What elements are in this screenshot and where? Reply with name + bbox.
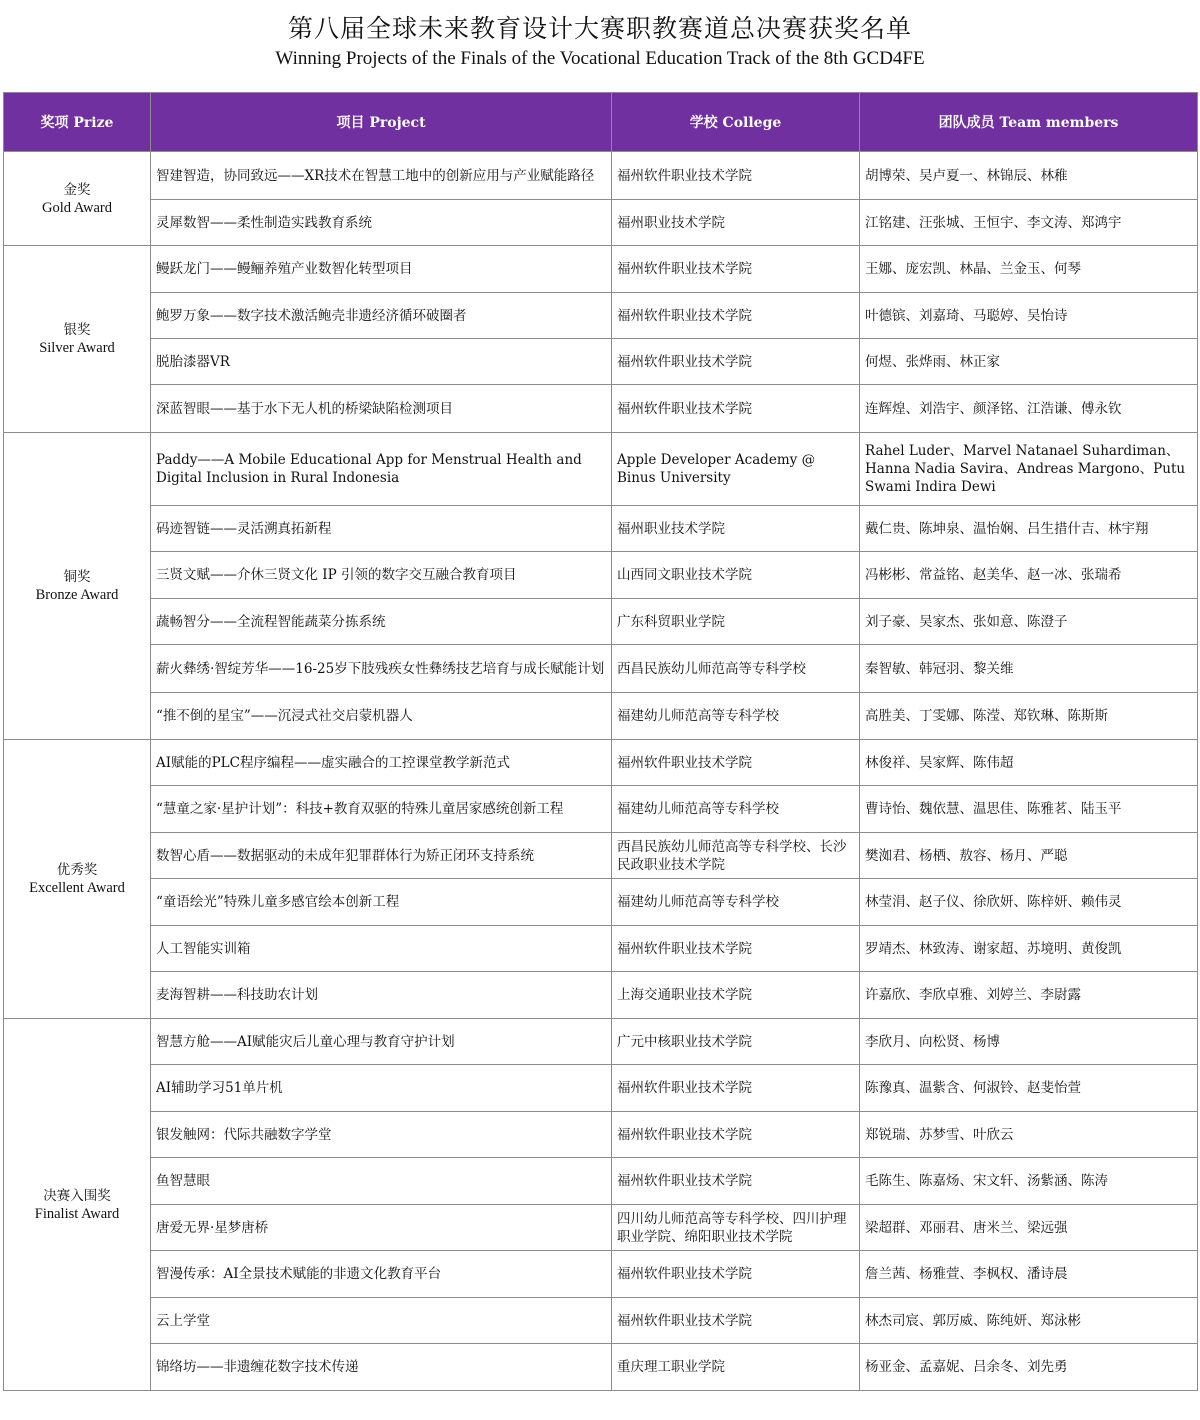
project-cell: 银发触网：代际共融数字学堂 [151, 1112, 612, 1158]
college-cell: 福州软件职业技术学院 [612, 740, 860, 786]
members-cell: 陈豫真、温紫含、何淑铃、赵斐怡萱 [860, 1065, 1198, 1112]
table-row [4, 1205, 1198, 1251]
table-row [4, 1251, 1198, 1298]
table-row [4, 645, 1198, 693]
table-row [4, 972, 1198, 1019]
college-cell: 福州软件职业技术学院 [612, 1158, 860, 1205]
college-cell: 福州软件职业技术学院 [612, 1251, 860, 1298]
project-cell: AI赋能的PLC程序编程——虚实融合的工控课堂教学新范式 [151, 740, 612, 786]
table-row [4, 599, 1198, 645]
header-members: 团队成员 Team members [860, 93, 1198, 152]
project-cell: 脱胎漆器VR [151, 339, 612, 385]
page-title-en: Winning Projects of the Finals of the Vocational Education Track of the 8th GCD4FE [275, 48, 925, 69]
title-block [0, 0, 1200, 78]
table-row [4, 1158, 1198, 1205]
prize-name-en: Gold Award [42, 199, 112, 216]
members-cell: 戴仁贵、陈坤泉、温怡娴、吕生措什吉、林宇翔 [860, 506, 1198, 552]
college-cell: 山西同文职业技术学院 [612, 552, 860, 599]
college-cell: 福建幼儿师范高等专科学校 [612, 879, 860, 926]
prize-cell [4, 246, 151, 433]
table-row [4, 740, 1198, 786]
college-cell: 福建幼儿师范高等专科学校 [612, 693, 860, 740]
prize-cell [4, 152, 151, 246]
prize-name-zh: 银奖 [63, 322, 91, 338]
prize-name-en: Bronze Award [35, 587, 119, 603]
table-row [4, 926, 1198, 972]
college-cell: 福州软件职业技术学院 [612, 293, 860, 339]
project-cell: 灵犀数智——柔性制造实践教育系统 [151, 200, 612, 246]
header-project: 项目 Project [151, 93, 612, 152]
project-cell: 锦络坊——非遗缠花数字技术传递 [151, 1344, 612, 1391]
project-cell: 薪火彝绣·智绽芳华——16-25岁下肢残疾女性彝绣技艺培育与成长赋能计划 [151, 645, 612, 693]
members-cell: Rahel Luder、Marvel Natanael Suhardiman、Hanna Nadia Savira、Andreas Margono、Putu Swami Indira Dewi [860, 433, 1198, 506]
members-cell: 胡博荣、吴卢夏一、林锦辰、林稚 [860, 152, 1198, 200]
project-cell: 三贤文赋——介休三贤文化 IP 引领的数字交互融合教育项目 [151, 552, 612, 599]
college-cell: 福州职业技术学院 [612, 200, 860, 246]
project-cell: 智建智造，协同致远——XR技术在智慧工地中的创新应用与产业赋能路径 [151, 152, 612, 200]
table-row [4, 293, 1198, 339]
project-cell: “推不倒的星宝”——沉浸式社交启蒙机器人 [151, 693, 612, 740]
prize-name-zh: 铜奖 [63, 569, 91, 585]
project-cell: 云上学堂 [151, 1298, 612, 1344]
members-cell: 曹诗怡、魏依慧、温思佳、陈雅茗、陆玉平 [860, 786, 1198, 833]
members-cell: 许嘉欣、李欣卓雅、刘婷兰、李尉露 [860, 972, 1198, 1019]
members-cell: 何煜、张烨雨、林正家 [860, 339, 1198, 385]
prize-name-zh: 优秀奖 [56, 862, 98, 878]
college-cell: Apple Developer Academy @ Binus University [612, 433, 860, 506]
members-cell: 毛陈生、陈嘉炀、宋文轩、汤紫涵、陈涛 [860, 1158, 1198, 1205]
header-college: 学校 College [612, 93, 860, 152]
members-cell: 高胜美、丁雯娜、陈滢、郑钦琳、陈斯斯 [860, 693, 1198, 740]
members-cell: 连辉煌、刘浩宇、颜泽铭、江浩谦、傅永钦 [860, 385, 1198, 433]
table-row [4, 786, 1198, 833]
members-cell: 詹兰茜、杨雅萱、李枫权、潘诗晨 [860, 1251, 1198, 1298]
college-cell: 重庆理工职业学院 [612, 1344, 860, 1391]
college-cell: 福州软件职业技术学院 [612, 926, 860, 972]
members-cell: 杨亚金、孟嘉妮、吕余冬、刘先勇 [860, 1344, 1198, 1391]
page-title-zh: 第八届全球未来教育设计大赛职教赛道总决赛获奖名单 [287, 14, 912, 43]
project-cell: 鳗跃龙门——鳗鲡养殖产业数智化转型项目 [151, 246, 612, 293]
project-cell: 麦海智耕——科技助农计划 [151, 972, 612, 1019]
table-row [4, 246, 1198, 293]
prize-name-zh: 决赛入围奖 [43, 1187, 111, 1204]
members-cell: 梁超群、邓丽君、唐米兰、梁远强 [860, 1205, 1198, 1251]
prize-name-en: Excellent Award [29, 880, 125, 896]
table-row [4, 1112, 1198, 1158]
table-row [4, 1344, 1198, 1391]
project-cell: 智漫传承：AI全景技术赋能的非遗文化教育平台 [151, 1251, 612, 1298]
project-cell: Paddy——A Mobile Educational App for Menstrual Health and Digital Inclusion in Rural Indonesia [151, 433, 612, 506]
project-cell: 人工智能实训箱 [151, 926, 612, 972]
prize-cell [4, 1019, 151, 1391]
members-cell: 秦智敏、韩冠羽、黎关维 [860, 645, 1198, 693]
project-cell: AI辅助学习51单片机 [151, 1065, 612, 1112]
table-row [4, 506, 1198, 552]
members-cell: 郑锐瑞、苏梦雪、叶欣云 [860, 1112, 1198, 1158]
table-header-row [4, 93, 1198, 152]
project-cell: “童语绘光”特殊儿童多感官绘本创新工程 [151, 879, 612, 926]
college-cell: 福州职业技术学院 [612, 506, 860, 552]
members-cell: 刘子豪、吴家杰、张如意、陈澄子 [860, 599, 1198, 645]
college-cell: 福州软件职业技术学院 [612, 152, 860, 200]
awards-body [4, 152, 1198, 1391]
prize-name-en: Finalist Award [34, 1205, 120, 1222]
project-cell: 智慧方舱——AI赋能灾后儿童心理与教育守护计划 [151, 1019, 612, 1065]
prize-name-en: Silver Award [39, 340, 115, 356]
table-row [4, 152, 1198, 200]
project-cell: 深蓝智眼——基于水下无人机的桥梁缺陷检测项目 [151, 385, 612, 433]
project-cell: 蔬畅智分——全流程智能蔬菜分拣系统 [151, 599, 612, 645]
college-cell: 广东科贸职业学院 [612, 599, 860, 645]
table-row [4, 385, 1198, 433]
members-cell: 樊洳君、杨栖、敖容、杨月、严聪 [860, 833, 1198, 879]
members-cell: 罗靖杰、林致涛、谢家超、苏境明、黄俊凯 [860, 926, 1198, 972]
prize-name-zh: 金奖 [63, 181, 91, 198]
college-cell: 福州软件职业技术学院 [612, 1298, 860, 1344]
table-row [4, 1065, 1198, 1112]
members-cell: 叶德镔、刘嘉琦、马聪婷、吴怡诗 [860, 293, 1198, 339]
table-row [4, 1298, 1198, 1344]
college-cell: 福州软件职业技术学院 [612, 1065, 860, 1112]
college-cell: 上海交通职业技术学院 [612, 972, 860, 1019]
project-cell: 唐爱无界·星梦唐桥 [151, 1205, 612, 1251]
prize-cell [4, 433, 151, 740]
college-cell: 四川幼儿师范高等专科学校、四川护理职业学院、绵阳职业技术学院 [612, 1205, 860, 1251]
college-cell: 福州软件职业技术学院 [612, 339, 860, 385]
members-cell: 冯彬彬、常益铭、赵美华、赵一冰、张瑞希 [860, 552, 1198, 599]
project-cell: 鱼智慧眼 [151, 1158, 612, 1205]
college-cell: 福建幼儿师范高等专科学校 [612, 786, 860, 833]
college-cell: 西昌民族幼儿师范高等专科学校、长沙民政职业技术学院 [612, 833, 860, 879]
members-cell: 江铭建、汪张城、王恒宇、李文涛、郑鸿宇 [860, 200, 1198, 246]
college-cell: 广元中核职业技术学院 [612, 1019, 860, 1065]
table-row [4, 833, 1198, 879]
project-cell: 码迹智链——灵活溯真拓新程 [151, 506, 612, 552]
table-row [4, 1019, 1198, 1065]
college-cell: 福州软件职业技术学院 [612, 1112, 860, 1158]
table-row [4, 433, 1198, 506]
members-cell: 王娜、庞宏凯、林晶、兰金玉、何琴 [860, 246, 1198, 293]
college-cell: 西昌民族幼儿师范高等专科学校 [612, 645, 860, 693]
college-cell: 福州软件职业技术学院 [612, 246, 860, 293]
table-row [4, 200, 1198, 246]
table-row [4, 339, 1198, 385]
college-cell: 福州软件职业技术学院 [612, 385, 860, 433]
project-cell: 鲍罗万象——数字技术激活鲍壳非遗经济循环破圈者 [151, 293, 612, 339]
table-row [4, 879, 1198, 926]
table-row [4, 552, 1198, 599]
project-cell: 数智心盾——数据驱动的未成年犯罪群体行为矫正闭环支持系统 [151, 833, 612, 879]
members-cell: 林俊祥、吴家辉、陈伟超 [860, 740, 1198, 786]
prize-cell [4, 740, 151, 1019]
members-cell: 李欣月、向松贤、杨博 [860, 1019, 1198, 1065]
header-prize: 奖项 Prize [4, 93, 151, 152]
project-cell: “慧童之家·星护计划”：科技+教育双驱的特殊儿童居家感统创新工程 [151, 786, 612, 833]
members-cell: 林莹涓、赵子仪、徐欣妍、陈梓妍、赖伟灵 [860, 879, 1198, 926]
members-cell: 林杰司宸、郭厉威、陈纯妍、郑泳彬 [860, 1298, 1198, 1344]
awards-table [3, 92, 1198, 1391]
table-row [4, 693, 1198, 740]
